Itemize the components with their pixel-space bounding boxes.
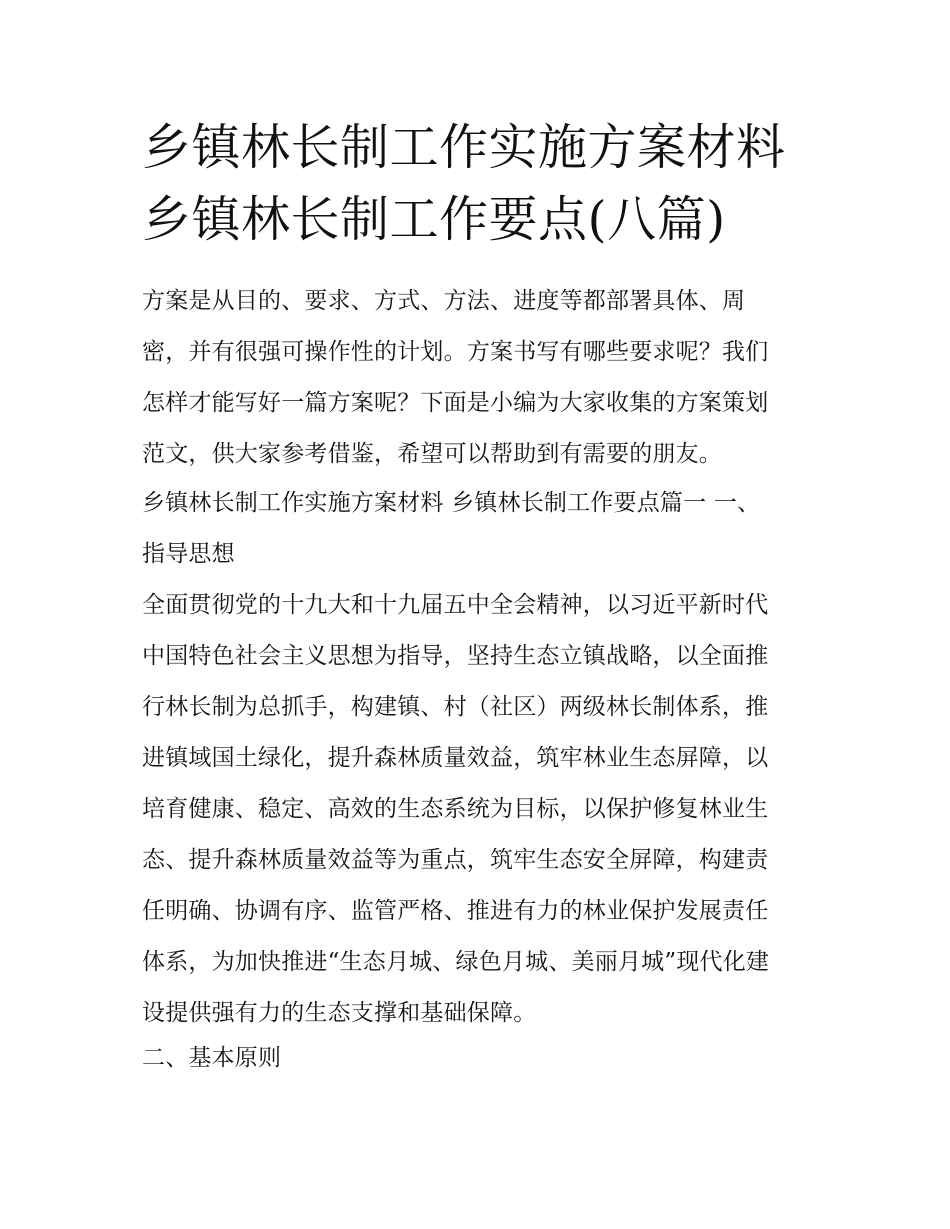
- heading2-text: 二、基本原则: [142, 1045, 282, 1071]
- section1-line-9: 设提供强有力的生态支撑和基础保障。: [142, 1000, 537, 1026]
- section1-line-3: 行林长制为总抓手，构建镇、村（社区）两级林长制体系，推: [142, 694, 769, 720]
- intro-line-4: 范文，供大家参考借鉴，希望可以帮助到有需要的朋友。: [142, 441, 722, 467]
- intro-paragraph: [142, 276, 814, 480]
- title-line-1: 乡镇林长制工作实施方案材料: [142, 119, 786, 176]
- section1-line-6: 态、提升森林质量效益等为重点，筑牢生态安全屏障，构建责: [142, 847, 769, 873]
- section-heading-guiding-ideology: [142, 478, 814, 580]
- intro-line-1: 方案是从目的、要求、方式、方法、进度等都部署具体、周: [142, 288, 746, 314]
- document-title: [142, 112, 822, 256]
- section1-line-4: 进镇域国土绿化，提升森林质量效益，筑牢林业生态屏障，以: [142, 745, 769, 771]
- section1-line-2: 中国特色社会主义思想为指导，坚持生态立镇战略，以全面推: [142, 643, 769, 669]
- title-line-2: 乡镇林长制工作要点(八篇): [142, 191, 726, 248]
- section1-line-7: 任明确、协调有序、监管严格、推进有力的林业保护发展责任: [142, 898, 769, 924]
- heading1-line-1: 乡镇林长制工作实施方案材料 乡镇林长制工作要点篇一 一、: [142, 490, 761, 516]
- guiding-ideology-paragraph: [142, 580, 814, 1039]
- intro-line-2: 密，并有很强可操作性的计划。方案书写有哪些要求呢？我们: [142, 339, 769, 365]
- section1-line-5: 培育健康、稳定、高效的生态系统为目标，以保护修复林业生: [142, 796, 769, 822]
- intro-line-3: 怎样才能写好一篇方案呢？下面是小编为大家收集的方案策划: [142, 390, 769, 416]
- section1-line-1: 全面贯彻党的十九大和十九届五中全会精神，以习近平新时代: [142, 592, 769, 618]
- section-heading-basic-principles: [142, 1033, 814, 1084]
- heading1-line-2: 指导思想: [142, 541, 235, 567]
- section1-line-8: 体系，为加快推进“生态月城、绿色月城、美丽月城”现代化建: [142, 949, 770, 975]
